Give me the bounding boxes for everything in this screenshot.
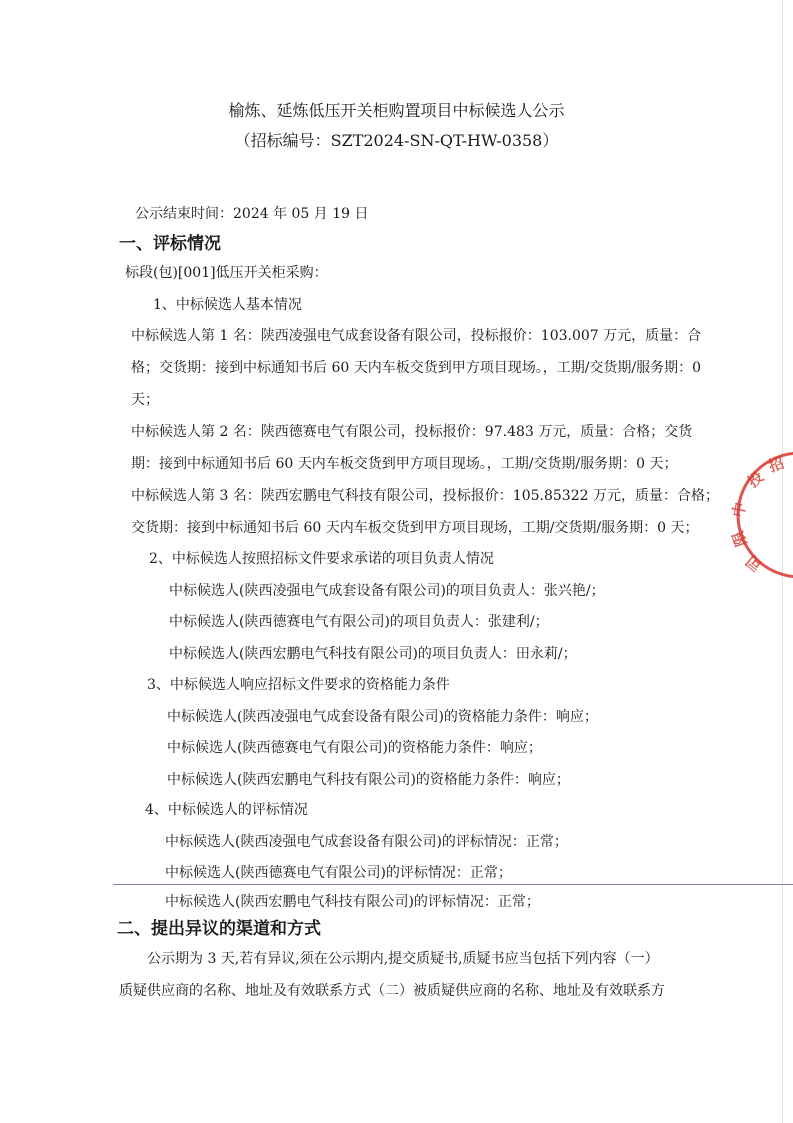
svg-text:中: 中 bbox=[729, 500, 750, 519]
candidate-line: 中标候选人第 3 名：陕西宏鹏电气科技有限公司，投标报价：105.85322 万元，质量：合格； bbox=[131, 488, 719, 504]
list-item: 中标候选人(陕西宏鹏电气科技有限公司)的评标情况：正常； bbox=[165, 894, 540, 910]
list-item: 中标候选人(陕西宏鹏电气科技有限公司)的资格能力条件：响应； bbox=[167, 772, 570, 788]
subsection-heading: 3、中标候选人响应招标文件要求的资格能力条件 bbox=[147, 677, 450, 693]
svg-text:司: 司 bbox=[742, 551, 766, 575]
list-item: 中标候选人(陕西德赛电气有限公司)的资格能力条件：响应； bbox=[167, 740, 542, 756]
notice-end-time: 公示结束时间：2024 年 05 月 19 日 bbox=[135, 206, 369, 222]
list-item: 中标候选人(陕西宏鹏电气科技有限公司)的项目负责人：田永莉/； bbox=[169, 646, 577, 662]
paragraph-line: 公示期为 3 天,若有异议,须在公示期内,提交质疑书,质疑书应当包括下列内容（一） bbox=[147, 951, 659, 967]
document-title: 榆炼、延炼低压开关柜购置项目中标候选人公示 bbox=[228, 101, 565, 120]
divider bbox=[113, 884, 793, 885]
tender-number: （招标编号：SZT2024-SN-QT-HW-0358） bbox=[234, 131, 559, 150]
section-heading-objection: 二、提出异议的渠道和方式 bbox=[117, 919, 321, 939]
subsection-heading: 4、中标候选人的评标情况 bbox=[145, 802, 308, 818]
paragraph-line: 质疑供应商的名称、地址及有效联系方式（二）被质疑供应商的名称、地址及有效联系方 bbox=[119, 983, 665, 999]
subsection-heading: 2、中标候选人按照招标文件要求承诺的项目负责人情况 bbox=[149, 551, 494, 567]
list-item: 中标候选人(陕西凌强电气成套设备有限公司)的评标情况：正常； bbox=[165, 834, 568, 850]
subsection-heading: 1、中标候选人基本情况 bbox=[153, 297, 302, 313]
svg-text:招: 招 bbox=[766, 453, 787, 476]
candidate-line: 中标候选人第 2 名：陕西德赛电气有限公司，投标报价：97.483 万元，质量：合格；交货 bbox=[131, 424, 693, 440]
svg-text:投: 投 bbox=[744, 467, 768, 492]
seal-stamp-icon bbox=[725, 440, 793, 590]
svg-text:限: 限 bbox=[728, 528, 751, 549]
list-item: 中标候选人(陕西凌强电气成套设备有限公司)的资格能力条件：响应； bbox=[167, 709, 598, 725]
candidate-line: 期：接到中标通知书后 60 天内车板交货到甲方项目现场。，工期/交货期/服务期：0 天； bbox=[131, 456, 678, 472]
candidate-line: 天； bbox=[131, 392, 159, 408]
list-item: 中标候选人(陕西德赛电气有限公司)的评标情况：正常； bbox=[165, 865, 512, 881]
candidate-line: 格；交货期：接到中标通知书后 60 天内车板交货到甲方项目现场。，工期/交货期/服务期：0 bbox=[131, 360, 702, 376]
lot-label: 标段(包)[001]低压开关柜采购： bbox=[125, 265, 328, 281]
list-item: 中标候选人(陕西德赛电气有限公司)的项目负责人：张建利/； bbox=[169, 614, 549, 630]
candidate-line: 交货期：接到中标通知书后 60 天内车板交货到甲方项目现场，工期/交货期/服务期：0 天； bbox=[131, 520, 699, 536]
candidate-line: 中标候选人第 1 名：陕西凌强电气成套设备有限公司，投标报价：103.007 万元，质量：合 bbox=[131, 328, 702, 344]
list-item: 中标候选人(陕西凌强电气成套设备有限公司)的项目负责人：张兴艳/； bbox=[169, 583, 605, 599]
section-heading-evaluation: 一、评标情况 bbox=[119, 234, 221, 254]
